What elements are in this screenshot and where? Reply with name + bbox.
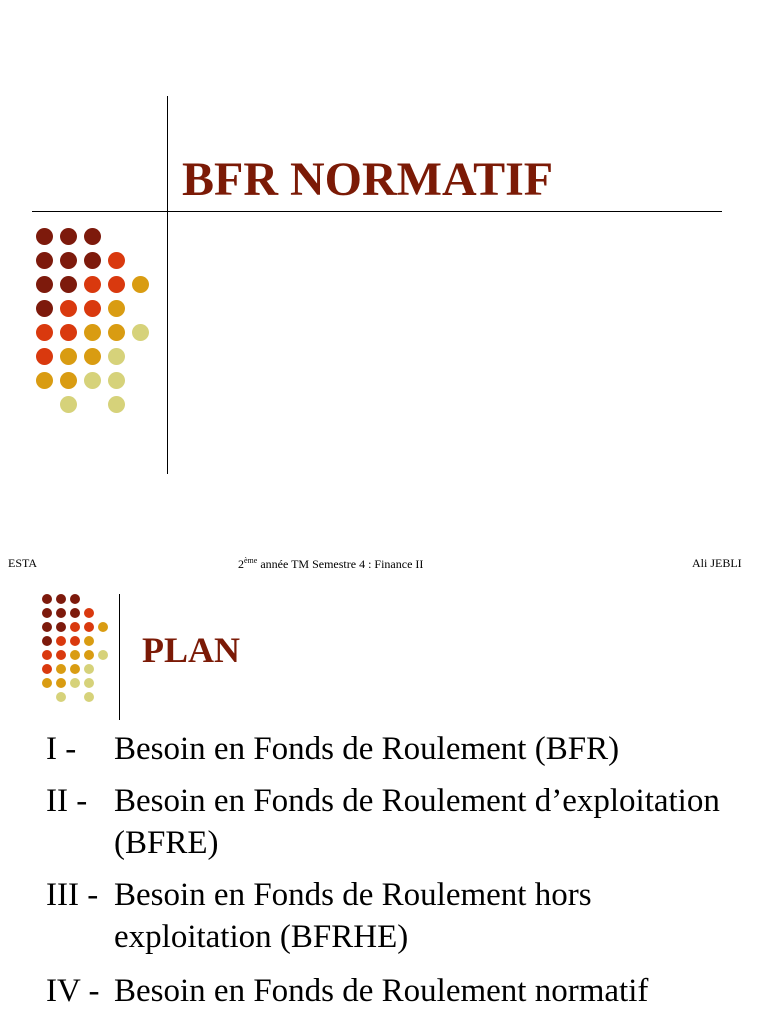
decorative-dot: [56, 636, 66, 646]
decorative-dot: [42, 622, 52, 632]
plan-slide: [0, 580, 768, 1024]
decorative-dot: [70, 678, 80, 688]
plan-item-number: I -: [46, 731, 77, 767]
decorative-dot: [108, 324, 125, 341]
decorative-dot: [56, 664, 66, 674]
decorative-dot: [56, 622, 66, 632]
decorative-dot: [56, 594, 66, 604]
decorative-dot: [84, 252, 101, 269]
decorative-dot: [60, 396, 77, 413]
decorative-dot: [70, 594, 80, 604]
decorative-dot: [36, 324, 53, 341]
decorative-dot: [42, 608, 52, 618]
decorative-dot: [36, 228, 53, 245]
decorative-dot: [84, 692, 94, 702]
decorative-dot: [36, 300, 53, 317]
decorative-dot: [60, 324, 77, 341]
vertical-divider: [167, 96, 168, 474]
decorative-dot: [70, 608, 80, 618]
decorative-dot: [84, 622, 94, 632]
plan-item-number: IV -: [46, 973, 100, 1009]
footer: [0, 556, 768, 574]
decorative-dot: [42, 678, 52, 688]
decorative-dot: [60, 372, 77, 389]
decorative-dot: [84, 324, 101, 341]
slide-title: BFR NORMATIF: [182, 153, 554, 206]
decorative-dot: [42, 594, 52, 604]
decorative-dot: [84, 650, 94, 660]
decorative-dot: [84, 372, 101, 389]
decorative-dot: [56, 692, 66, 702]
decorative-dot: [84, 300, 101, 317]
plan-item-text: Besoin en Fonds de Roulement (BFR): [114, 731, 620, 767]
decorative-dot: [132, 276, 149, 293]
plan-item-text: Besoin en Fonds de Roulement d’exploitation (BFRE): [114, 783, 720, 861]
decorative-dot: [84, 608, 94, 618]
decorative-dot: [36, 276, 53, 293]
decorative-dot: [60, 252, 77, 269]
horizontal-divider: [32, 211, 722, 212]
footer-left: ESTA: [8, 556, 38, 570]
decorative-dot: [108, 396, 125, 413]
decorative-dot: [56, 608, 66, 618]
footer-right: Ali JEBLI: [692, 556, 742, 570]
decorative-dot: [60, 348, 77, 365]
decorative-dot: [36, 372, 53, 389]
decorative-dot: [56, 650, 66, 660]
decorative-dot: [98, 622, 108, 632]
decorative-dot: [108, 372, 125, 389]
plan-item-number: II -: [46, 783, 88, 819]
decorative-dot: [60, 300, 77, 317]
footer-center: 2ème année TM Semestre 4 : Finance II: [238, 556, 424, 571]
decorative-dot: [84, 678, 94, 688]
decorative-dot: [84, 228, 101, 245]
plan-item-text: Besoin en Fonds de Roulement normatif: [114, 973, 649, 1009]
decorative-dot: [84, 276, 101, 293]
decorative-dot: [42, 650, 52, 660]
decorative-dot: [84, 636, 94, 646]
plan-item-number: III -: [46, 877, 99, 913]
decorative-dot: [60, 228, 77, 245]
decorative-dot: [56, 678, 66, 688]
decorative-dot: [70, 664, 80, 674]
decorative-dot: [108, 252, 125, 269]
decorative-dot: [70, 636, 80, 646]
decorative-dot: [42, 664, 52, 674]
decorative-dot: [36, 348, 53, 365]
decorative-dot: [132, 324, 149, 341]
decorative-dot: [108, 348, 125, 365]
decorative-dot: [108, 300, 125, 317]
decorative-dot: [84, 348, 101, 365]
decorative-dot: [84, 664, 94, 674]
decorative-dot: [70, 622, 80, 632]
decorative-dot: [98, 650, 108, 660]
decorative-dot: [42, 636, 52, 646]
decorative-dot: [70, 650, 80, 660]
plan-item-text: Besoin en Fonds de Roulement hors exploitation (BFRHE): [114, 877, 592, 955]
vertical-divider: [119, 594, 120, 720]
decorative-dot: [60, 276, 77, 293]
slide-title: PLAN: [142, 630, 240, 670]
decorative-dot: [108, 276, 125, 293]
decorative-dot: [36, 252, 53, 269]
